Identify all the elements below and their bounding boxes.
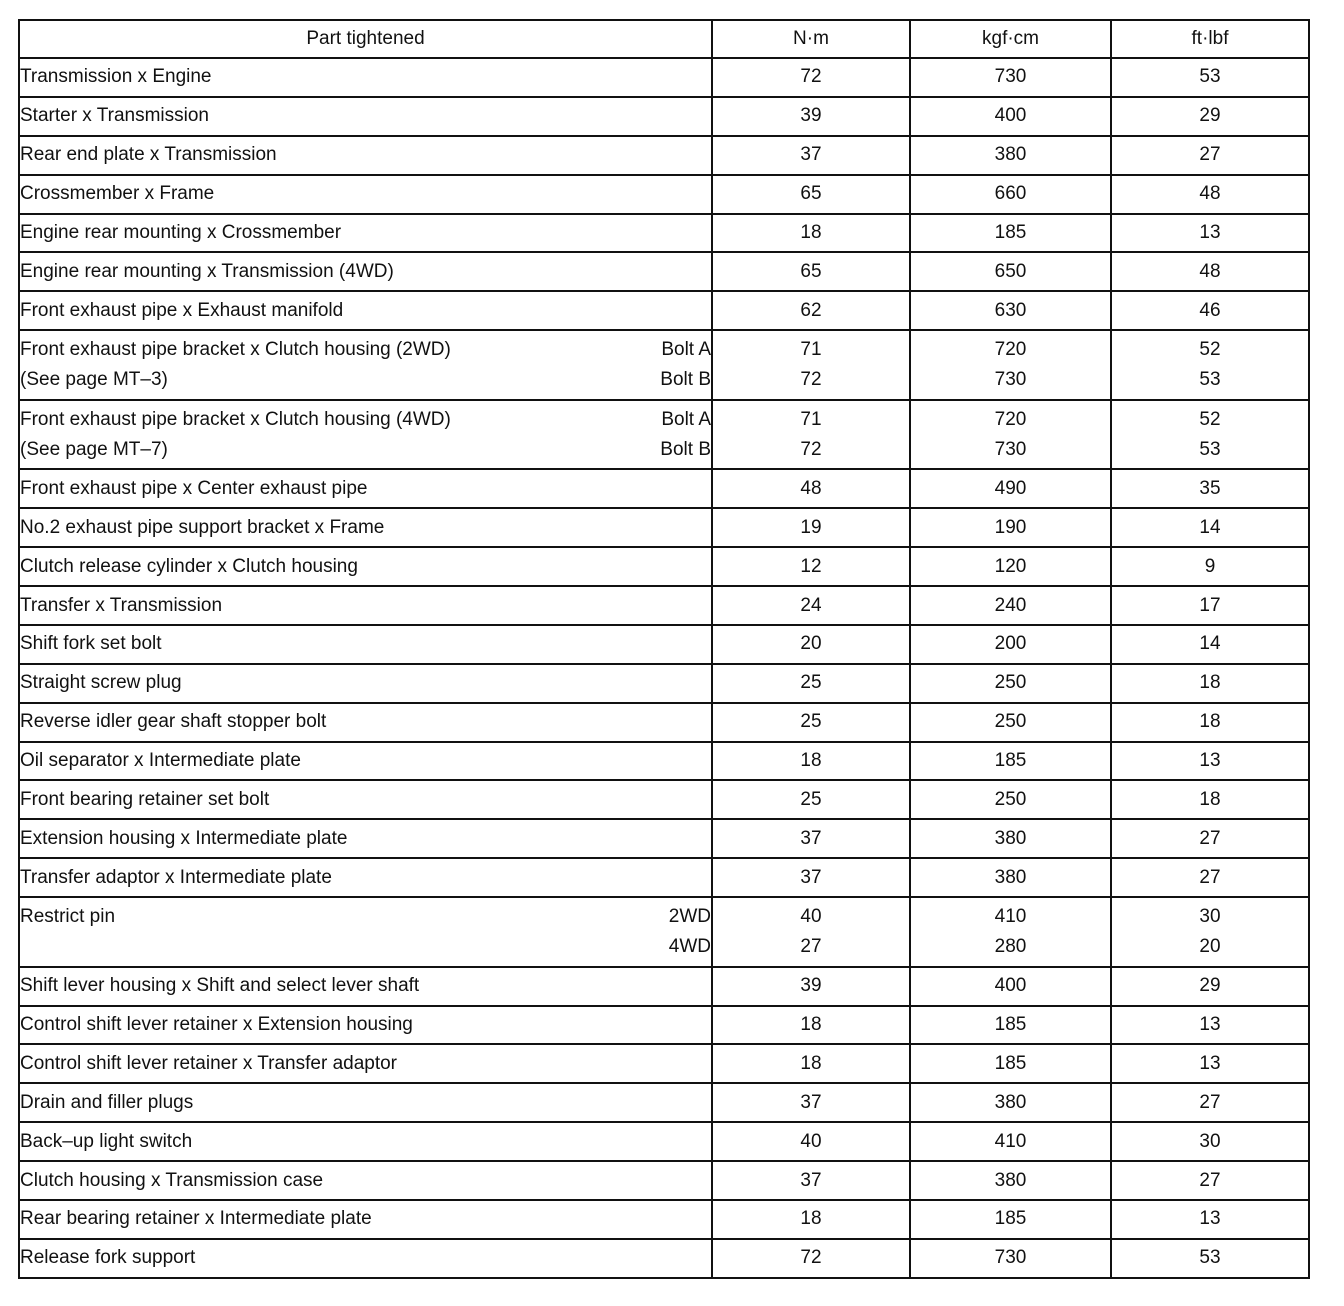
kgf-value-cell: 185 <box>910 1200 1111 1239</box>
table-row <box>19 742 1309 781</box>
ft-value-cell: 48 <box>1111 175 1309 214</box>
nm-value-cell: 65 <box>712 175 910 214</box>
part-subline <box>20 932 711 962</box>
nm-value-cell: 18 <box>712 1044 910 1083</box>
kgf-value-cell <box>910 400 1111 470</box>
part-name-cell: Transfer x Transmission <box>19 586 712 625</box>
kgf-value-cell: 730 <box>910 1239 1111 1278</box>
table-row <box>19 897 1309 967</box>
ft-subvalue: 52 <box>1199 338 1221 360</box>
table-row <box>19 136 1309 175</box>
part-subline-text: (See page MT–7) <box>20 438 168 460</box>
part-name-cell: Control shift lever retainer x Transfer adaptor <box>19 1044 712 1083</box>
part-name-cell: Oil separator x Intermediate plate <box>19 742 712 781</box>
table-row <box>19 1044 1309 1083</box>
nm-subvalue: 27 <box>800 935 822 957</box>
table-row <box>19 291 1309 330</box>
nm-value-cell: 37 <box>712 858 910 897</box>
kgf-value-cell: 730 <box>910 58 1111 97</box>
part-name-cell <box>19 897 712 967</box>
kgf-value-cell: 200 <box>910 625 1111 664</box>
ft-subvalue: 52 <box>1199 408 1221 430</box>
part-subline-text: Restrict pin <box>20 905 116 927</box>
nm-value-cell: 18 <box>712 742 910 781</box>
part-subline-tag: Bolt A <box>661 338 711 360</box>
kgf-value-cell: 400 <box>910 97 1111 136</box>
nm-value-cell <box>712 330 910 400</box>
part-subline-text: (See page MT–3) <box>20 368 168 390</box>
ft-value-cell <box>1111 897 1309 967</box>
part-subline-tag: 2WD <box>668 905 711 927</box>
ft-value-cell: 13 <box>1111 1200 1309 1239</box>
table-row <box>19 586 1309 625</box>
nm-value-cell: 39 <box>712 97 910 136</box>
ft-value-cell: 18 <box>1111 664 1309 703</box>
part-subline <box>20 365 711 395</box>
part-subline <box>20 902 711 932</box>
kgf-value-cell: 240 <box>910 586 1111 625</box>
ft-value-cell: 27 <box>1111 1083 1309 1122</box>
ft-value-cell: 46 <box>1111 291 1309 330</box>
part-name-cell: Shift fork set bolt <box>19 625 712 664</box>
table-row <box>19 780 1309 819</box>
ft-value-cell <box>1111 330 1309 400</box>
part-name-cell: Straight screw plug <box>19 664 712 703</box>
table-row <box>19 252 1309 291</box>
nm-value-cell <box>712 400 910 470</box>
part-subline <box>20 435 711 465</box>
ft-value-cell: 27 <box>1111 819 1309 858</box>
ft-value-cell: 48 <box>1111 252 1309 291</box>
kgf-value-cell: 380 <box>910 858 1111 897</box>
ft-value-cell: 18 <box>1111 703 1309 742</box>
header-nm: N·m <box>712 20 910 58</box>
kgf-value-cell: 630 <box>910 291 1111 330</box>
nm-value-cell: 40 <box>712 1122 910 1161</box>
ft-value-cell: 35 <box>1111 469 1309 508</box>
kgf-value-cell <box>910 330 1111 400</box>
table-row <box>19 703 1309 742</box>
ft-subvalue: 53 <box>1199 438 1221 460</box>
part-name-cell: Clutch release cylinder x Clutch housing <box>19 547 712 586</box>
kgf-value-cell: 380 <box>910 136 1111 175</box>
ft-value-cell: 29 <box>1111 967 1309 1006</box>
part-name-cell: Control shift lever retainer x Extension housing <box>19 1006 712 1045</box>
kgf-subvalue: 730 <box>994 368 1027 390</box>
nm-value-cell: 18 <box>712 1006 910 1045</box>
ft-value-cell: 29 <box>1111 97 1309 136</box>
kgf-subvalue: 720 <box>994 338 1027 360</box>
kgf-value-cell: 410 <box>910 1122 1111 1161</box>
kgf-value-cell: 120 <box>910 547 1111 586</box>
ft-value-cell: 30 <box>1111 1122 1309 1161</box>
table-row <box>19 1006 1309 1045</box>
ft-subvalue: 30 <box>1199 905 1221 927</box>
table-row <box>19 819 1309 858</box>
table-row <box>19 400 1309 470</box>
nm-subvalue: 40 <box>800 905 822 927</box>
kgf-value-cell: 185 <box>910 214 1111 253</box>
part-subline-tag: 4WD <box>668 935 711 957</box>
nm-value-cell: 72 <box>712 58 910 97</box>
ft-value-cell: 27 <box>1111 858 1309 897</box>
ft-subvalue: 20 <box>1199 935 1221 957</box>
torque-spec-table <box>18 19 1310 1279</box>
ft-value-cell: 13 <box>1111 214 1309 253</box>
table-row <box>19 330 1309 400</box>
ft-value-cell: 17 <box>1111 586 1309 625</box>
kgf-subvalue: 410 <box>994 905 1027 927</box>
table-header-row <box>19 20 1309 58</box>
part-name-cell: Clutch housing x Transmission case <box>19 1161 712 1200</box>
ft-value-cell: 14 <box>1111 508 1309 547</box>
table-row <box>19 547 1309 586</box>
part-name-cell: Release fork support <box>19 1239 712 1278</box>
part-name-cell: Drain and filler plugs <box>19 1083 712 1122</box>
table-row <box>19 97 1309 136</box>
ft-value-cell: 53 <box>1111 58 1309 97</box>
part-name-cell: Transfer adaptor x Intermediate plate <box>19 858 712 897</box>
header-ft: ft·lbf <box>1111 20 1309 58</box>
part-name-cell: Reverse idler gear shaft stopper bolt <box>19 703 712 742</box>
nm-subvalue: 72 <box>800 438 822 460</box>
part-subline-tag: Bolt A <box>661 408 711 430</box>
nm-value-cell: 37 <box>712 819 910 858</box>
part-name-cell <box>19 400 712 470</box>
part-subline-text: Front exhaust pipe bracket x Clutch housing (2WD) <box>20 338 451 360</box>
part-name-cell: Rear bearing retainer x Intermediate plate <box>19 1200 712 1239</box>
nm-value-cell: 65 <box>712 252 910 291</box>
table-row <box>19 214 1309 253</box>
part-name-cell: Back–up light switch <box>19 1122 712 1161</box>
ft-value-cell: 18 <box>1111 780 1309 819</box>
kgf-value-cell: 250 <box>910 703 1111 742</box>
part-subline-text: Front exhaust pipe bracket x Clutch housing (4WD) <box>20 408 451 430</box>
nm-value-cell: 25 <box>712 703 910 742</box>
header-part: Part tightened <box>19 20 712 58</box>
part-name-cell <box>19 330 712 400</box>
table-row <box>19 1239 1309 1278</box>
kgf-subvalue: 730 <box>994 438 1027 460</box>
kgf-value-cell: 380 <box>910 1161 1111 1200</box>
kgf-subvalue: 280 <box>994 935 1027 957</box>
part-subline <box>20 405 711 435</box>
kgf-subvalue: 720 <box>994 408 1027 430</box>
part-subline-tag: Bolt B <box>660 438 711 460</box>
nm-value-cell: 25 <box>712 780 910 819</box>
kgf-value-cell: 250 <box>910 664 1111 703</box>
table-row <box>19 858 1309 897</box>
part-name-cell: Engine rear mounting x Transmission (4WD) <box>19 252 712 291</box>
nm-value-cell: 20 <box>712 625 910 664</box>
kgf-value-cell: 185 <box>910 1006 1111 1045</box>
part-name-cell: Shift lever housing x Shift and select lever shaft <box>19 967 712 1006</box>
kgf-value-cell: 660 <box>910 175 1111 214</box>
ft-value-cell: 13 <box>1111 1006 1309 1045</box>
ft-subvalue: 53 <box>1199 368 1221 390</box>
kgf-value-cell: 185 <box>910 1044 1111 1083</box>
table-row <box>19 1083 1309 1122</box>
kgf-value-cell: 250 <box>910 780 1111 819</box>
kgf-value-cell: 190 <box>910 508 1111 547</box>
part-name-cell: No.2 exhaust pipe support bracket x Frame <box>19 508 712 547</box>
kgf-value-cell: 650 <box>910 252 1111 291</box>
part-name-cell: Front exhaust pipe x Exhaust manifold <box>19 291 712 330</box>
ft-value-cell: 13 <box>1111 1044 1309 1083</box>
table-row <box>19 1122 1309 1161</box>
part-name-cell: Transmission x Engine <box>19 58 712 97</box>
part-subline-tag: Bolt B <box>660 368 711 390</box>
table-row <box>19 1161 1309 1200</box>
part-name-cell: Engine rear mounting x Crossmember <box>19 214 712 253</box>
nm-value-cell: 37 <box>712 136 910 175</box>
nm-value-cell: 18 <box>712 214 910 253</box>
nm-value-cell: 72 <box>712 1239 910 1278</box>
table-row <box>19 175 1309 214</box>
table-body <box>19 58 1309 1278</box>
ft-value-cell <box>1111 400 1309 470</box>
part-name-cell: Extension housing x Intermediate plate <box>19 819 712 858</box>
header-kgf: kgf·cm <box>910 20 1111 58</box>
part-name-cell: Front exhaust pipe x Center exhaust pipe <box>19 469 712 508</box>
nm-value-cell: 48 <box>712 469 910 508</box>
kgf-value-cell: 380 <box>910 819 1111 858</box>
ft-value-cell: 9 <box>1111 547 1309 586</box>
part-name-cell: Crossmember x Frame <box>19 175 712 214</box>
ft-value-cell: 13 <box>1111 742 1309 781</box>
ft-value-cell: 27 <box>1111 1161 1309 1200</box>
kgf-value-cell: 185 <box>910 742 1111 781</box>
kgf-value-cell <box>910 897 1111 967</box>
part-name-cell: Front bearing retainer set bolt <box>19 780 712 819</box>
table-row <box>19 967 1309 1006</box>
nm-value-cell: 18 <box>712 1200 910 1239</box>
kgf-value-cell: 380 <box>910 1083 1111 1122</box>
part-name-cell: Rear end plate x Transmission <box>19 136 712 175</box>
ft-value-cell: 27 <box>1111 136 1309 175</box>
nm-value-cell: 37 <box>712 1083 910 1122</box>
table-row <box>19 508 1309 547</box>
nm-subvalue: 71 <box>800 408 822 430</box>
table-row <box>19 664 1309 703</box>
ft-value-cell: 53 <box>1111 1239 1309 1278</box>
table-row <box>19 1200 1309 1239</box>
nm-value-cell: 12 <box>712 547 910 586</box>
nm-value-cell: 19 <box>712 508 910 547</box>
part-name-cell: Starter x Transmission <box>19 97 712 136</box>
nm-subvalue: 72 <box>800 368 822 390</box>
ft-value-cell: 14 <box>1111 625 1309 664</box>
kgf-value-cell: 400 <box>910 967 1111 1006</box>
nm-value-cell: 25 <box>712 664 910 703</box>
nm-value-cell: 39 <box>712 967 910 1006</box>
nm-value-cell <box>712 897 910 967</box>
kgf-value-cell: 490 <box>910 469 1111 508</box>
nm-value-cell: 62 <box>712 291 910 330</box>
nm-subvalue: 71 <box>800 338 822 360</box>
nm-value-cell: 37 <box>712 1161 910 1200</box>
table-row <box>19 625 1309 664</box>
table-row <box>19 58 1309 97</box>
part-subline <box>20 335 711 365</box>
table-row <box>19 469 1309 508</box>
nm-value-cell: 24 <box>712 586 910 625</box>
